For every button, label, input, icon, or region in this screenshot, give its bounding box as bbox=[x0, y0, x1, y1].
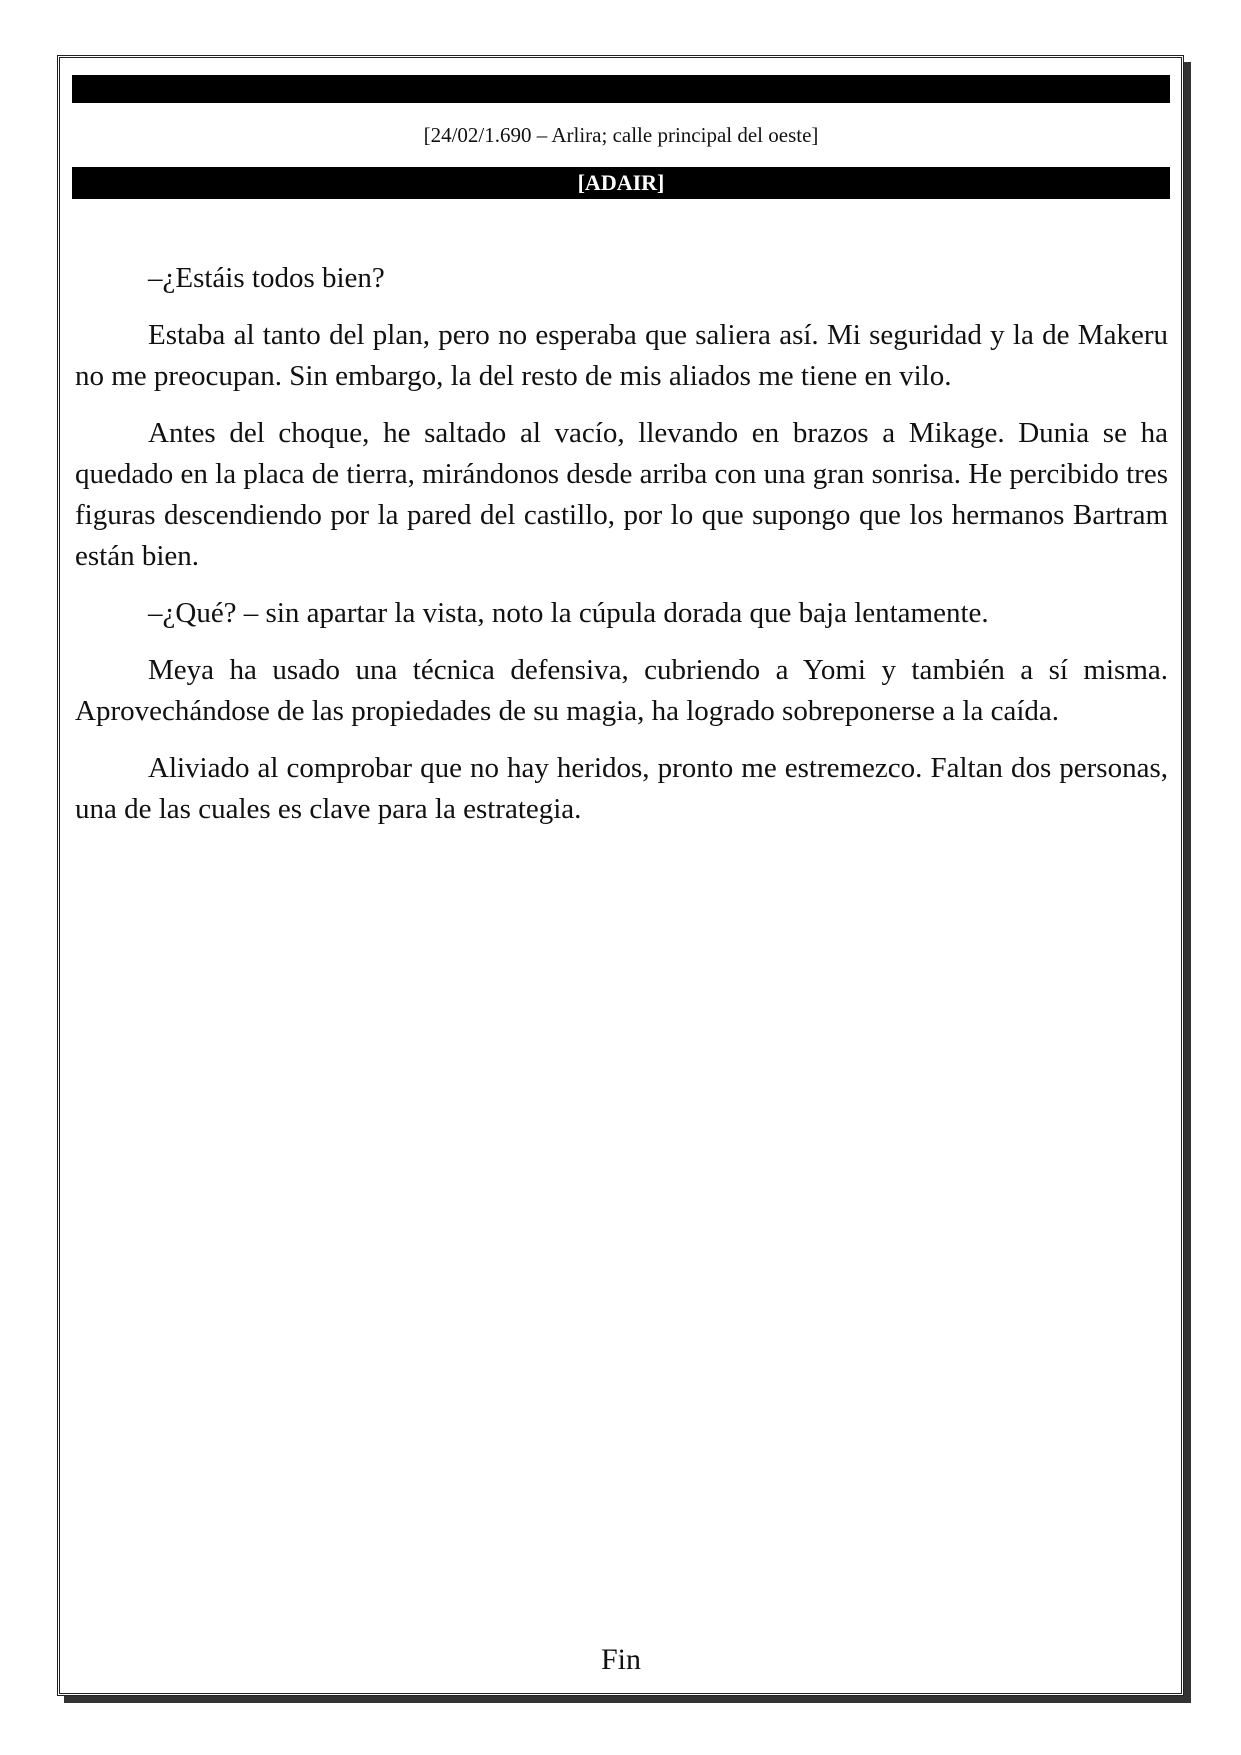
story-body bbox=[75, 258, 1168, 846]
narrator-label: [ADAIR] bbox=[72, 167, 1170, 199]
paragraph: –¿Qué? – sin apartar la vista, noto la cúpula dorada que baja lentamente. bbox=[148, 597, 989, 629]
paragraph: Estaba al tanto del plan, pero no esperaba que saliera así. Mi seguridad y la de Makeru no me preocupan. Sin embargo, la del resto de mis aliados me tiene en vilo. bbox=[75, 319, 1168, 392]
end-label: Fin bbox=[600, 1643, 642, 1676]
paragraph: –¿Estáis todos bien? bbox=[148, 262, 385, 294]
paragraph: Antes del choque, he saltado al vacío, llevando en brazos a Mikage. Dunia se ha quedado en la placa de tierra, mirándonos desde arriba con una gran sonrisa. He percibido tres figuras descendiendo por la pared del castillo, por lo que supongo que los hermanos Bartram están bien. bbox=[75, 417, 1168, 572]
paragraph: Aliviado al comprobar que no hay heridos, pronto me estremezco. Faltan dos personas, una de las cuales es clave para la estrategia. bbox=[75, 752, 1168, 825]
scene-location: [24/02/1.690 – Arlira; calle principal del oeste] bbox=[423, 123, 819, 147]
paragraph: Meya ha usado una técnica defensiva, cubriendo a Yomi y también a sí misma. Aprovechándose de las propiedades de su magia, ha logrado sobreponerse a la caída. bbox=[75, 654, 1168, 727]
header-bar bbox=[72, 75, 1170, 103]
